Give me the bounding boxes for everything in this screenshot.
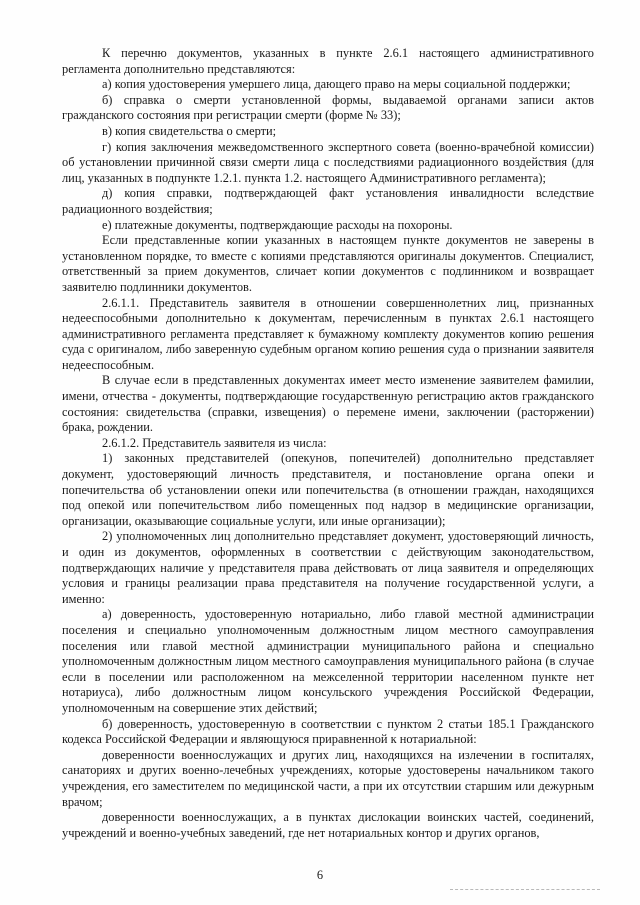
paragraph-item-d: д) копия справки, подтверждающей факт установления инвалидности вследствие радиационного воздействия; (62, 186, 594, 216)
paragraph-name-change: В случае если в представленных документах имеет место изменение заявителем фамилии, имени, отчества - документы, подтверждающие государственную регистрацию актов гражданского состояния: свидетельства (справки, извещения) о перемене имени, заключении (расторжении) брака, рождении. (62, 373, 594, 435)
paragraph-2-6-1-2: 2.6.1.2. Представитель заявителя из числа: (102, 435, 327, 450)
scan-artifact-divider (450, 889, 600, 891)
paragraph-authorized-persons: 2) уполномоченных лиц дополнительно представляет документ, удостоверяющий личность, и один из документов, оформленных в соответствии с действующим законодательством, подтверждающих наличие у представителя права действовать от лица заявителя и определяющих условия и границы реализации права представителя на получение государственной услуги, а именно: (62, 529, 594, 606)
paragraph-military-proxies: доверенности военнослужащих, а в пунктах дислокации воинских частей, соединений, учреждений и военно-учебных заведений, где нет нотариальных контор и других органов, (62, 810, 594, 840)
document-body (62, 46, 594, 841)
paragraph-item-v: в) копия свидетельства о смерти; (102, 123, 277, 138)
paragraph-item-a: а) копия удостоверения умершего лица, дающего право на меры социальной поддержки; (102, 77, 571, 92)
paragraph-2-6-1-1: 2.6.1.1. Представитель заявителя в отношении совершеннолетних лиц, признанных недееспособными дополнительно к документам, перечисленным в пунктах 2.6.1 настоящего административного регламента представляет к бумажному комплекту документов копию решения суда с оригиналом, либо заверенную судебным органом копию решения суда о признании заявителя недееспособным. (62, 295, 594, 372)
paragraph-civil-code-proxy: б) доверенность, удостоверенную в соответствии с пунктом 2 статьи 185.1 Гражданского кодекса Российской Федерации и являющуюся приравненной к нотариальной: (62, 716, 594, 747)
paragraph-copies-note: Если представленные копии указанных в настоящем пункте документов не заверены в установленном порядке, то вместе с копиями представляются оригиналы документов. Специалист, ответственный за прием документов, сличает копии документов с подлинником и возвращает заявителю подлинники документов. (62, 233, 594, 294)
paragraph-hospital-proxies: доверенности военнослужащих и других лиц, находящихся на излечении в госпиталях, санаториях и других военно-лечебных учреждениях, которые удостоверены начальником такого учреждения, его заместителем по медицинской части, а при их отсутствии старшим или дежурным врачом; (62, 747, 594, 809)
page-number: 6 (316, 868, 324, 882)
paragraph-item-g: г) копия заключения межведомственного экспертного совета (военно-врачебной комиссии) об установлении причинной связи смерти лица с последствиями радиационного воздействия (для лиц, указанных в подпункте 1.2.1. пункта 1.2. настоящего Административного регламента); (62, 139, 594, 185)
paragraph-notarized-proxy: а) доверенность, удостоверенную нотариально, либо главой местной администрации поселения и специально уполномоченным должностным лицом местного самоуправления поселения или главой местной администрации муниципального района и специально уполномоченным должностным лицом местного самоуправления муниципального района (в случае если в поселении или расположенном на межселенной территории населенном пункте нет нотариуса), либо должностным лицом консульского учреждения Российской Федерации, уполномоченным на совершение этих действий; (62, 607, 594, 715)
paragraph-item-b: б) справка о смерти установленной формы, выдаваемой органами записи актов гражданского состояния при регистрации смерти (форме № 33); (62, 92, 594, 123)
paragraph-item-e: е) платежные документы, подтверждающие расходы на похороны. (102, 217, 453, 232)
paragraph-legal-representatives: 1) законных представителей (опекунов, попечителей) дополнительно представляет документ, удостоверяющий личность представителя, и постановление органа опеки и попечительства об установлении опеки или попечительства (в отношении граждан, находящихся под опекой или попечительством либо помещенных под надзор в медицинские организации, организации, оказывающие социальные услуги, или иные организации); (62, 451, 594, 528)
paragraph-intro: К перечню документов, указанных в пункте 2.6.1 настоящего административного регламента дополнительно представляются: (62, 46, 594, 76)
